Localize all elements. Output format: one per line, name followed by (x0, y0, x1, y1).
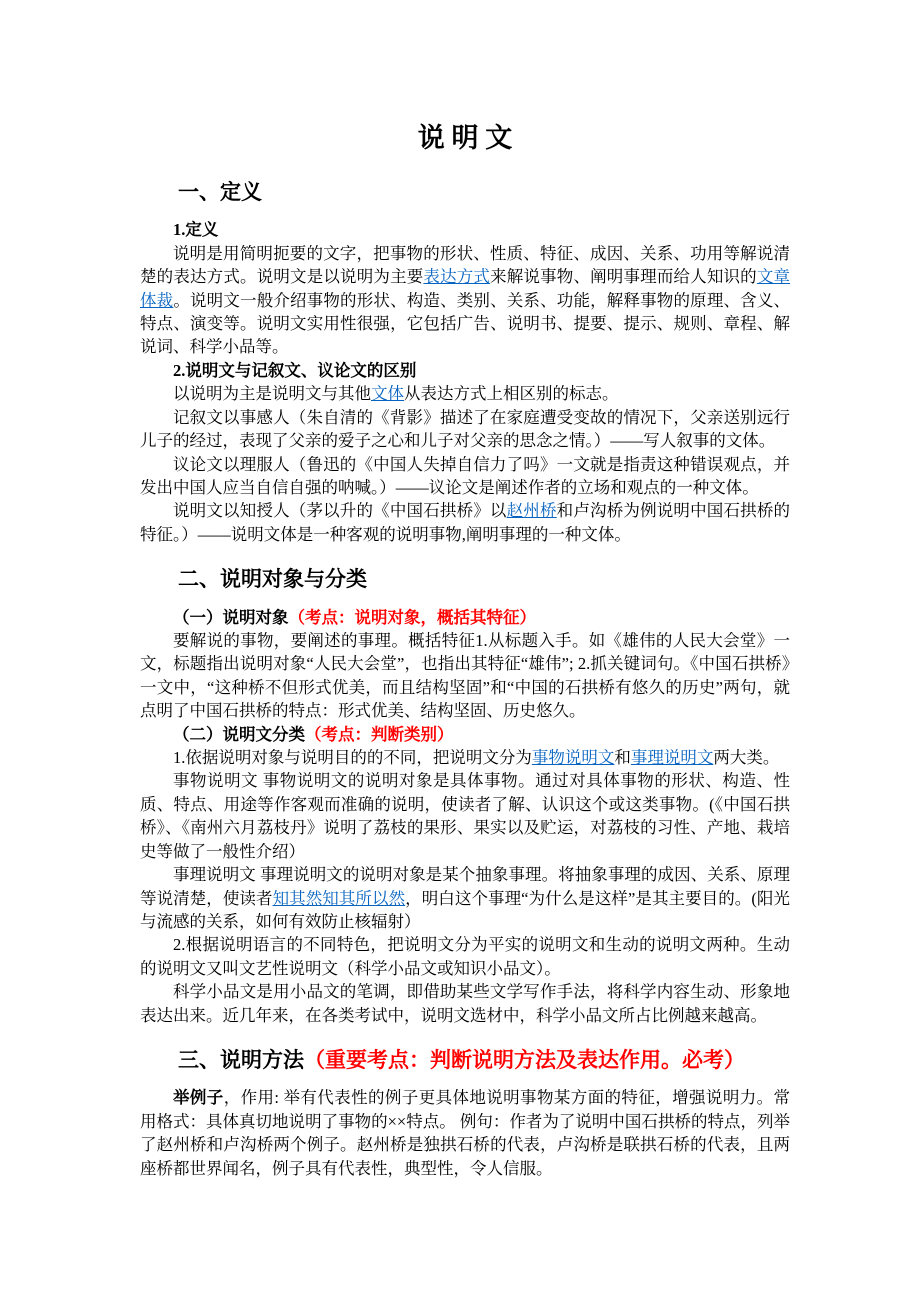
text-run: 一、定义 (178, 180, 262, 204)
text-run: 1.依据说明对象与说明目的的不同，把说明文分为 (173, 748, 532, 768)
paragraph-language-classification (140, 933, 790, 980)
paragraph-classification-intro (140, 746, 790, 769)
text-run: 和 (614, 748, 631, 768)
text-run: 说 明 文 (417, 123, 513, 153)
text-run: 说明是用简明扼要的文字，把事物的形状、性质、特征、成因、关系、功用等解说清楚的表达方式。说明文是以说明为主要 (140, 243, 790, 287)
text-run: （考点：判断类别） (305, 724, 454, 744)
hyperlink[interactable]: 表达方式 (423, 267, 491, 287)
subheading-classification (140, 723, 790, 746)
paragraph-kexue-xiaopinwen (140, 980, 790, 1027)
text-run: 来解说事物、阐明事理而给人知识的 (490, 267, 757, 287)
text-run: 三、说明方法 (178, 1048, 304, 1073)
text-run: 要解说的事物，要阐述的事理。概括特征1.从标题入手。如《雄伟的人民大会堂》一文，标题指出说明对象“人民大会堂”，也指出其特征“雄伟”; 2.抓关键词句。《中国石拱桥》一文中，“这种桥不但形式优美，而且结构坚固”和“中国的石拱桥有悠久的历史”两句，就点明了中国石拱桥的特点：形式优美、结构坚固、历史悠久。 (140, 630, 790, 721)
paragraph-julizi (140, 1086, 790, 1180)
paragraph-yilunwen (140, 453, 790, 500)
paragraph-jixuwen (140, 406, 790, 453)
hyperlink[interactable]: 文体 (371, 384, 404, 404)
text-run: 举例子 (173, 1088, 224, 1108)
text-run: 。说明文一般介绍事物的形状、构造、类别、关系、功能，解释事物的原理、含义、特点、演变等。说明文实用性很强，它包括广告、说明书、提要、提示、规则、章程、解说词、科学小品等。 (140, 290, 791, 357)
text-run: （考点：说明对象，概括其特征） (288, 607, 536, 627)
subheading-object (140, 606, 790, 629)
section-heading-methods (140, 1047, 790, 1074)
paragraph-difference-intro (140, 382, 790, 405)
paragraph-shiwu-shuomingwen (140, 769, 790, 863)
hyperlink[interactable]: 事物说明文 (531, 748, 615, 768)
hyperlink[interactable]: 文章体裁 (140, 267, 791, 310)
text-run: （二）说明文分类 (173, 724, 305, 744)
text-run: 事物说明文 事物说明文的说明对象是具体事物。通过对具体事物的形状、构造、性质、特点、用途等作客观而准确的说明，使读者了解、认识这个或这类事物。(《中国石拱桥》、《南州六月荔枝丹》说明了荔枝的果形、果实以及贮运，对荔枝的习性、产地、栽培史等做了一般性介绍） (140, 771, 790, 861)
section-heading-object-classification (140, 566, 790, 593)
text-run: （重要考点：判断说明方法及表达作用。必考） (304, 1048, 745, 1073)
text-run: （一）说明对象 (173, 607, 289, 627)
section-heading-definition (140, 179, 790, 206)
paragraph-object-body (140, 629, 790, 723)
text-run: 记叙文以事感人（朱自清的《背影》描述了在家庭遭受变故的情况下，父亲送别远行儿子的经过，表现了父亲的爱子之心和儿子对父亲的思念之情。）——写人叙事的文体。 (140, 407, 790, 451)
text-run: 和卢沟桥为例说明中国石拱桥的特征。）——说明文体是一种客观的说明事物,阐明事理的一种文体。 (140, 501, 791, 544)
hyperlink[interactable]: 事理说明文 (630, 748, 714, 768)
hyperlink[interactable]: 知其然知其所以然 (272, 888, 406, 908)
text-run: 两大类。 (713, 748, 780, 768)
text-run: 说明文以知授人（茅以升的《中国石拱桥》以 (173, 501, 507, 521)
document-title (140, 116, 790, 155)
text-run: 二、说明对象与分类 (178, 567, 367, 592)
paragraph-shili-shuomingwen (140, 863, 790, 933)
paragraph-definition-body (140, 242, 790, 359)
text-run: 议论文以理服人（鲁迅的《中国人失掉自信力了吗》一文就是指责这种错误观点，并发出中国人应当自信自强的呐喊。）——议论文是阐述作者的立场和观点的一种文体。 (140, 454, 790, 497)
text-run: 2.根据说明语言的不同特色，把说明文分为平实的说明文和生动的说明文两种。生动的说明文又叫文艺性说明文（科学小品文或知识小品文）。 (140, 935, 790, 978)
text-run: 以说明为主是说明文与其他 (173, 384, 371, 404)
text-run: 科学小品文是用小品文的笔调，即借助某些文学写作手法，将科学内容生动、形象地表达出来。近几年来，在各类考试中，说明文选材中，科学小品文所占比例越来越高。 (140, 982, 790, 1025)
document-body (140, 116, 790, 1180)
hyperlink[interactable]: 赵州桥 (506, 501, 557, 521)
subheading-difference (140, 359, 790, 382)
text-run: 2.说明文与记叙文、议论文的区别 (173, 360, 417, 380)
paragraph-shuomingwen (140, 499, 790, 546)
subheading-definition (140, 218, 790, 241)
text-run: 事理说明文 事理说明文的说明对象是某个抽象事理。将抽象事理的成因、关系、原理等说清楚，使读者 (140, 865, 790, 908)
text-run: ，明白这个事理“为什么是这样”是其主要目的。(阳光与流感的关系，如何有效防止核辐射） (140, 888, 791, 931)
text-run: 从表达方式上相区别的标志。 (404, 384, 619, 404)
text-run: ，作用: 举有代表性的例子更具体地说明事物某方面的特征，增强说明力。常用格式：具体真切地说明了事物的××特点。 例句：作者为了说明中国石拱桥的特点，列举了赵州桥和卢沟桥两个例子。赵州桥是独拱石桥的代表，卢沟桥是联拱石桥的代表，且两座桥都世界闻名，例子具有代表性，典型性，令人信服。 (140, 1088, 791, 1178)
text-run: 1.定义 (173, 220, 219, 240)
